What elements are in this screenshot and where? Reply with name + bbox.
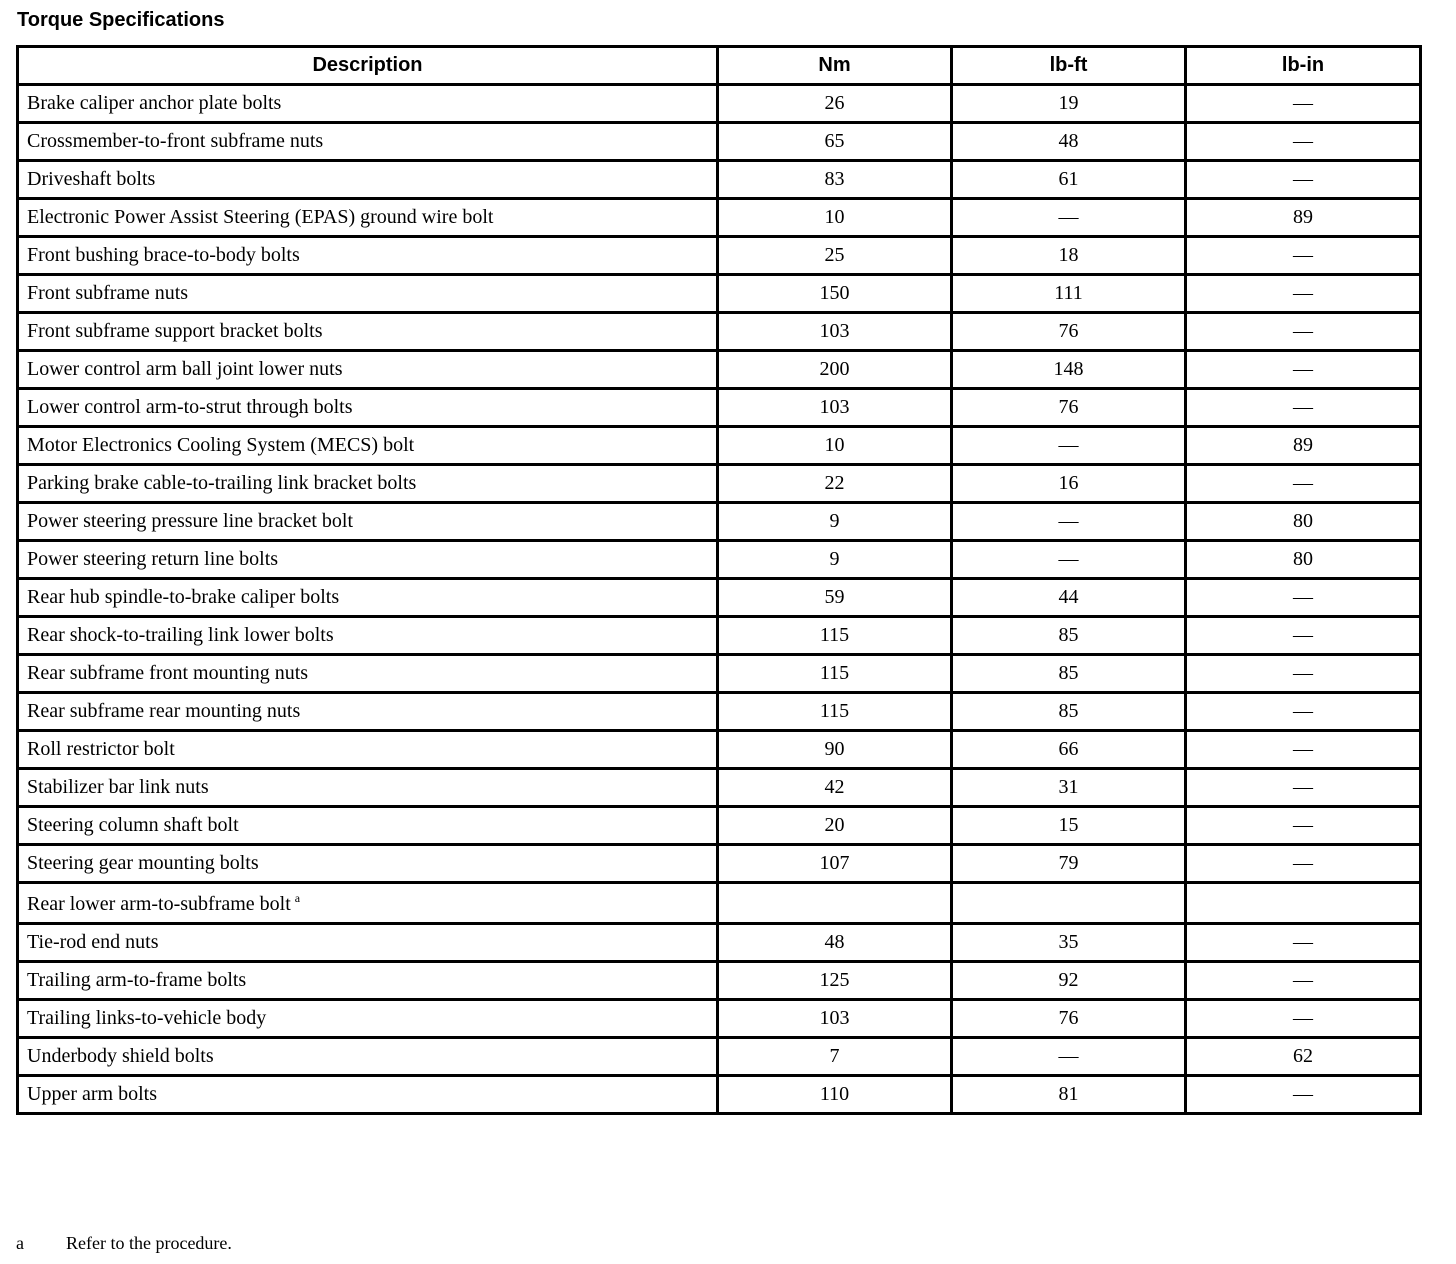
description-cell bbox=[18, 883, 718, 924]
page-title: Torque Specifications bbox=[17, 9, 225, 31]
description-text: Tie-rod end nuts bbox=[27, 931, 159, 953]
lb-in-cell: — bbox=[1186, 655, 1421, 693]
lb-in-cell: — bbox=[1186, 731, 1421, 769]
table-row bbox=[18, 237, 1421, 275]
description-text: Power steering return line bolts bbox=[27, 548, 279, 570]
description-text: Brake caliper anchor plate bolts bbox=[27, 92, 282, 114]
lb-in-cell: — bbox=[1186, 389, 1421, 427]
description-cell bbox=[18, 693, 718, 731]
lb-ft-cell: 35 bbox=[952, 924, 1186, 962]
lb-ft-cell: 85 bbox=[952, 693, 1186, 731]
lb-ft-cell: 15 bbox=[952, 807, 1186, 845]
lb-in-cell: — bbox=[1186, 1076, 1421, 1114]
table-row bbox=[18, 1038, 1421, 1076]
table-row bbox=[18, 389, 1421, 427]
nm-cell: 9 bbox=[718, 541, 952, 579]
lb-ft-cell: 48 bbox=[952, 123, 1186, 161]
description-text: Front subframe nuts bbox=[27, 282, 189, 304]
lb-ft-cell: — bbox=[952, 541, 1186, 579]
lb-in-cell: — bbox=[1186, 237, 1421, 275]
nm-cell: 200 bbox=[718, 351, 952, 389]
lb-ft-cell: 76 bbox=[952, 389, 1186, 427]
table-row bbox=[18, 924, 1421, 962]
nm-cell: 83 bbox=[718, 161, 952, 199]
table-row bbox=[18, 427, 1421, 465]
nm-cell: 20 bbox=[718, 807, 952, 845]
lb-ft-cell: 111 bbox=[952, 275, 1186, 313]
nm-cell: 115 bbox=[718, 617, 952, 655]
lb-in-cell: — bbox=[1186, 313, 1421, 351]
description-text: Rear subframe front mounting nuts bbox=[27, 662, 309, 684]
nm-cell: 125 bbox=[718, 962, 952, 1000]
description-text: Rear shock-to-trailing link lower bolts bbox=[27, 624, 334, 646]
table-row bbox=[18, 161, 1421, 199]
description-text: Underbody shield bolts bbox=[27, 1045, 214, 1067]
table-row bbox=[18, 845, 1421, 883]
lb-ft-cell: 79 bbox=[952, 845, 1186, 883]
lb-in-cell: — bbox=[1186, 693, 1421, 731]
lb-ft-cell: 44 bbox=[952, 579, 1186, 617]
description-text: Lower control arm-to-strut through bolts bbox=[27, 396, 353, 418]
description-text: Motor Electronics Cooling System (MECS) bolt bbox=[27, 434, 415, 456]
lb-ft-cell: 76 bbox=[952, 1000, 1186, 1038]
nm-cell: 10 bbox=[718, 427, 952, 465]
header-nm: Nm bbox=[718, 47, 952, 85]
description-cell bbox=[18, 465, 718, 503]
description-text: Rear subframe rear mounting nuts bbox=[27, 700, 301, 722]
nm-cell: 10 bbox=[718, 199, 952, 237]
description-text: Steering gear mounting bolts bbox=[27, 852, 259, 874]
description-cell bbox=[18, 1038, 718, 1076]
description-text: Crossmember-to-front subframe nuts bbox=[27, 130, 324, 152]
description-text: Steering column shaft bolt bbox=[27, 814, 239, 836]
description-text: Front bushing brace-to-body bolts bbox=[27, 244, 300, 266]
lb-ft-cell: — bbox=[952, 199, 1186, 237]
description-cell bbox=[18, 845, 718, 883]
description-cell bbox=[18, 85, 718, 123]
footnote-reference: a bbox=[294, 890, 301, 905]
table-row bbox=[18, 579, 1421, 617]
nm-cell: 59 bbox=[718, 579, 952, 617]
lb-in-cell: — bbox=[1186, 769, 1421, 807]
lb-in-cell: 89 bbox=[1186, 199, 1421, 237]
description-cell bbox=[18, 617, 718, 655]
table-row bbox=[18, 123, 1421, 161]
lb-in-cell: — bbox=[1186, 85, 1421, 123]
description-cell bbox=[18, 541, 718, 579]
table-row bbox=[18, 541, 1421, 579]
lb-ft-cell: 31 bbox=[952, 769, 1186, 807]
description-text: Lower control arm ball joint lower nuts bbox=[27, 358, 343, 380]
nm-cell: 7 bbox=[718, 1038, 952, 1076]
description-cell bbox=[18, 237, 718, 275]
header-description: Description bbox=[18, 47, 718, 85]
description-text: Front subframe support bracket bolts bbox=[27, 320, 323, 342]
table-row bbox=[18, 503, 1421, 541]
table-body bbox=[18, 85, 1421, 1114]
lb-ft-cell: 16 bbox=[952, 465, 1186, 503]
table-row bbox=[18, 1076, 1421, 1114]
description-cell bbox=[18, 313, 718, 351]
description-cell bbox=[18, 123, 718, 161]
lb-in-cell: — bbox=[1186, 275, 1421, 313]
table-row bbox=[18, 85, 1421, 123]
nm-cell: 42 bbox=[718, 769, 952, 807]
nm-cell: 115 bbox=[718, 655, 952, 693]
torque-specifications-table bbox=[16, 45, 1422, 1115]
table-row bbox=[18, 731, 1421, 769]
description-cell bbox=[18, 351, 718, 389]
header-row bbox=[18, 47, 1421, 85]
description-cell bbox=[18, 962, 718, 1000]
lb-in-cell: — bbox=[1186, 807, 1421, 845]
lb-ft-cell: 81 bbox=[952, 1076, 1186, 1114]
nm-cell: 115 bbox=[718, 693, 952, 731]
lb-in-cell: 89 bbox=[1186, 427, 1421, 465]
lb-in-cell: — bbox=[1186, 351, 1421, 389]
lb-ft-cell: 148 bbox=[952, 351, 1186, 389]
description-cell bbox=[18, 1076, 718, 1114]
table-row bbox=[18, 807, 1421, 845]
description-cell bbox=[18, 807, 718, 845]
description-text: Rear lower arm-to-subframe bolt bbox=[27, 892, 291, 915]
table-row bbox=[18, 962, 1421, 1000]
description-text: Rear hub spindle-to-brake caliper bolts bbox=[27, 586, 340, 608]
nm-cell: 103 bbox=[718, 1000, 952, 1038]
nm-cell: 22 bbox=[718, 465, 952, 503]
footnote bbox=[16, 1231, 232, 1255]
lb-in-cell: — bbox=[1186, 579, 1421, 617]
lb-in-cell: 80 bbox=[1186, 541, 1421, 579]
nm-cell: 90 bbox=[718, 731, 952, 769]
table-row bbox=[18, 351, 1421, 389]
header-lb-ft: lb-ft bbox=[952, 47, 1186, 85]
description-text: Trailing arm-to-frame bolts bbox=[27, 969, 247, 991]
description-cell bbox=[18, 1000, 718, 1038]
nm-cell: 103 bbox=[718, 313, 952, 351]
description-cell bbox=[18, 655, 718, 693]
description-text: Power steering pressure line bracket bolt bbox=[27, 510, 354, 532]
table-row bbox=[18, 769, 1421, 807]
description-text: Roll restrictor bolt bbox=[27, 738, 175, 760]
table-row bbox=[18, 883, 1421, 924]
lb-ft-cell: 76 bbox=[952, 313, 1186, 351]
lb-ft-cell bbox=[952, 883, 1186, 924]
description-text: Stabilizer bar link nuts bbox=[27, 776, 209, 798]
lb-ft-cell: — bbox=[952, 503, 1186, 541]
lb-in-cell: 80 bbox=[1186, 503, 1421, 541]
nm-cell: 26 bbox=[718, 85, 952, 123]
description-cell bbox=[18, 924, 718, 962]
nm-cell: 65 bbox=[718, 123, 952, 161]
nm-cell: 150 bbox=[718, 275, 952, 313]
description-cell bbox=[18, 275, 718, 313]
table-row bbox=[18, 465, 1421, 503]
table-header bbox=[18, 47, 1421, 85]
lb-ft-cell: 92 bbox=[952, 962, 1186, 1000]
description-cell bbox=[18, 161, 718, 199]
lb-in-cell: — bbox=[1186, 845, 1421, 883]
table-row bbox=[18, 1000, 1421, 1038]
table-row bbox=[18, 313, 1421, 351]
table-row bbox=[18, 693, 1421, 731]
description-text: Electronic Power Assist Steering (EPAS) ground wire bolt bbox=[27, 206, 494, 228]
lb-ft-cell: 85 bbox=[952, 617, 1186, 655]
table-row bbox=[18, 617, 1421, 655]
lb-ft-cell: 66 bbox=[952, 731, 1186, 769]
description-text: Driveshaft bolts bbox=[27, 168, 156, 190]
description-text: Trailing links-to-vehicle body bbox=[27, 1007, 267, 1029]
table-row bbox=[18, 655, 1421, 693]
description-cell bbox=[18, 389, 718, 427]
description-cell bbox=[18, 503, 718, 541]
lb-in-cell: — bbox=[1186, 617, 1421, 655]
nm-cell: 103 bbox=[718, 389, 952, 427]
description-cell bbox=[18, 731, 718, 769]
footnote-mark: a bbox=[16, 1233, 24, 1253]
description-cell bbox=[18, 427, 718, 465]
nm-cell: 25 bbox=[718, 237, 952, 275]
nm-cell: 110 bbox=[718, 1076, 952, 1114]
description-text: Parking brake cable-to-trailing link bracket bolts bbox=[27, 472, 417, 494]
lb-in-cell: — bbox=[1186, 962, 1421, 1000]
nm-cell: 48 bbox=[718, 924, 952, 962]
description-text: Upper arm bolts bbox=[27, 1083, 157, 1105]
lb-in-cell bbox=[1186, 883, 1421, 924]
description-cell bbox=[18, 199, 718, 237]
description-cell bbox=[18, 579, 718, 617]
table-row bbox=[18, 199, 1421, 237]
header-lb-in: lb-in bbox=[1186, 47, 1421, 85]
nm-cell: 107 bbox=[718, 845, 952, 883]
lb-in-cell: — bbox=[1186, 924, 1421, 962]
lb-ft-cell: 18 bbox=[952, 237, 1186, 275]
lb-ft-cell: 85 bbox=[952, 655, 1186, 693]
nm-cell: 9 bbox=[718, 503, 952, 541]
lb-ft-cell: — bbox=[952, 427, 1186, 465]
lb-in-cell: — bbox=[1186, 123, 1421, 161]
lb-in-cell: 62 bbox=[1186, 1038, 1421, 1076]
nm-cell bbox=[718, 883, 952, 924]
description-cell bbox=[18, 769, 718, 807]
lb-in-cell: — bbox=[1186, 161, 1421, 199]
lb-ft-cell: 19 bbox=[952, 85, 1186, 123]
lb-in-cell: — bbox=[1186, 1000, 1421, 1038]
footnote-text: Refer to the procedure. bbox=[66, 1233, 232, 1253]
lb-in-cell: — bbox=[1186, 465, 1421, 503]
table-row bbox=[18, 275, 1421, 313]
lb-ft-cell: — bbox=[952, 1038, 1186, 1076]
lb-ft-cell: 61 bbox=[952, 161, 1186, 199]
